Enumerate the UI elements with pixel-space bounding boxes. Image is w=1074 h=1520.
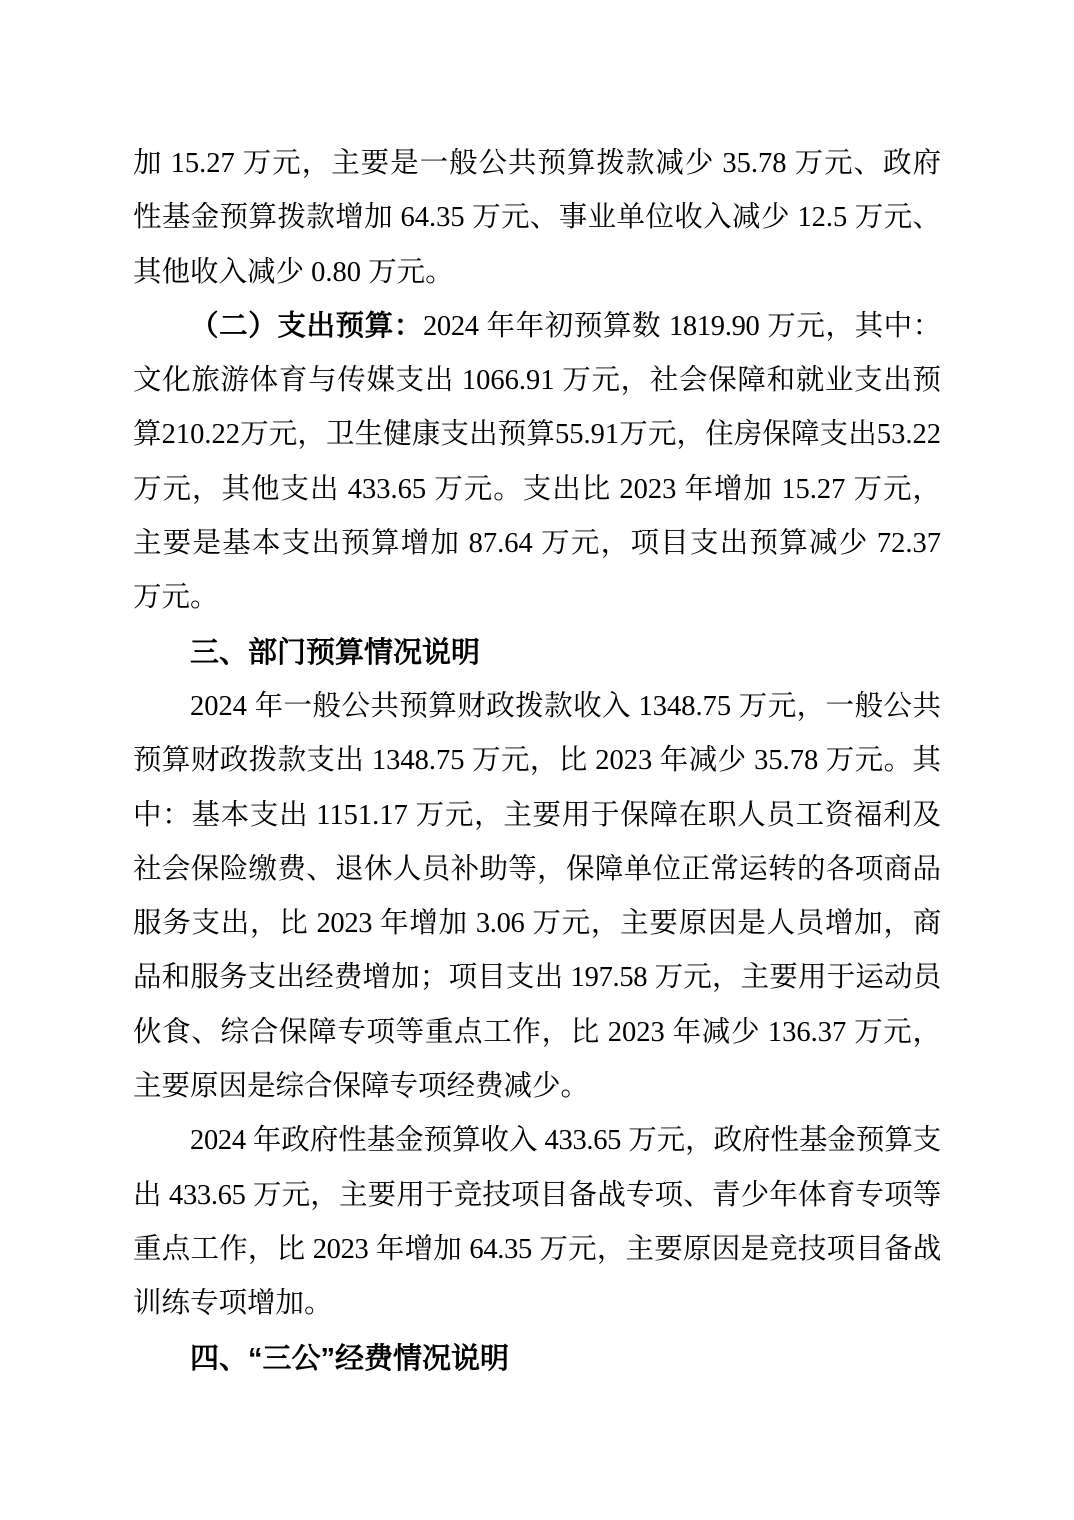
text-run: 2024 年一般公共预算财政拨款收入 1348.75 万元，一般公共: [190, 690, 941, 722]
text-run: 万元，其他支出 433.65 万元。支出比 2023 年增加 15.27 万元，: [133, 473, 941, 505]
text-run: 重点工作，比 2023 年增加 64.35 万元，主要原因是竞技项目备战: [133, 1233, 941, 1265]
text-line: [133, 734, 941, 788]
text-run: 服务支出，比 2023 年增加 3.06 万元，主要原因是人员增加，商: [133, 908, 941, 940]
section-heading-department-budget: [133, 626, 941, 680]
text-line: [133, 246, 941, 300]
section-heading-text: 三、部门预算情况说明: [190, 636, 481, 669]
text-line: [133, 463, 941, 517]
text-line: [133, 137, 941, 191]
text-line: [133, 951, 941, 1005]
text-line: [133, 1169, 941, 1223]
text-line: [133, 300, 941, 354]
expenditure-budget-label: （二）支出预算：: [190, 310, 423, 342]
text-line: [133, 897, 941, 951]
text-run: 2024 年年初预算数 1819.90 万元，其中：: [422, 310, 942, 342]
text-line: [133, 1060, 941, 1114]
text-line: [133, 1006, 941, 1060]
text-line: [133, 191, 941, 245]
text-line: [133, 408, 941, 462]
paragraph-expenditure-budget: [133, 300, 941, 626]
section-heading-line: [133, 626, 941, 680]
text-run: 性基金预算拨款增加 64.35 万元、事业单位收入减少 12.5 万元、: [133, 202, 941, 234]
text-run: 文化旅游体育与传媒支出 1066.91 万元，社会保障和就业支出预: [133, 365, 941, 397]
text-line: [133, 354, 941, 408]
text-run: 主要是基本支出预算增加 87.64 万元，项目支出预算减少 72.37: [133, 528, 941, 560]
text-line: [133, 843, 941, 897]
text-line: [133, 1114, 941, 1168]
text-line: [133, 1223, 941, 1277]
section-heading-text: 四、“三公”经费情况说明: [190, 1342, 510, 1375]
text-run: 出 433.65 万元，主要用于竞技项目备战专项、青少年体育专项等: [133, 1179, 941, 1211]
paragraph-general-public-budget: [133, 680, 941, 1114]
text-line: [133, 571, 941, 625]
section-heading-three-public-funds: [133, 1332, 941, 1386]
text-run: 伙食、综合保障专项等重点工作，比 2023 年减少 136.37 万元，: [133, 1016, 941, 1048]
text-run: 主要原因是综合保障专项经费减少。: [133, 1071, 590, 1103]
text-run: 训练专项增加。: [133, 1288, 333, 1320]
text-run: 预算财政拨款支出 1348.75 万元，比 2023 年减少 35.78 万元。其: [133, 745, 941, 777]
text-run: 社会保险缴费、退休人员补助等，保障单位正常运转的各项商品: [133, 853, 941, 885]
text-run: 中：基本支出 1151.17 万元，主要用于保障在职人员工资福利及: [133, 799, 941, 831]
paragraph-income-budget-continuation: [133, 137, 941, 300]
text-run: 万元。: [133, 582, 219, 614]
text-run: 加 15.27 万元，主要是一般公共预算拨款减少 35.78 万元、政府: [133, 148, 941, 179]
text-run: 品和服务支出经费增加；项目支出 197.58 万元，主要用于运动员: [133, 962, 941, 994]
text-line: [133, 1277, 941, 1331]
text-line: [133, 789, 941, 843]
text-line: [133, 680, 941, 734]
text-run: 其他收入减少 0.80 万元。: [133, 256, 454, 288]
text-run: 算210.22万元，卫生健康支出预算55.91万元，住房保障支出53.22: [133, 419, 941, 451]
paragraph-government-fund-budget: [133, 1114, 941, 1331]
text-line: [133, 517, 941, 571]
text-run: 2024 年政府性基金预算收入 433.65 万元，政府性基金预算支: [190, 1125, 941, 1157]
section-heading-line: [133, 1332, 941, 1386]
